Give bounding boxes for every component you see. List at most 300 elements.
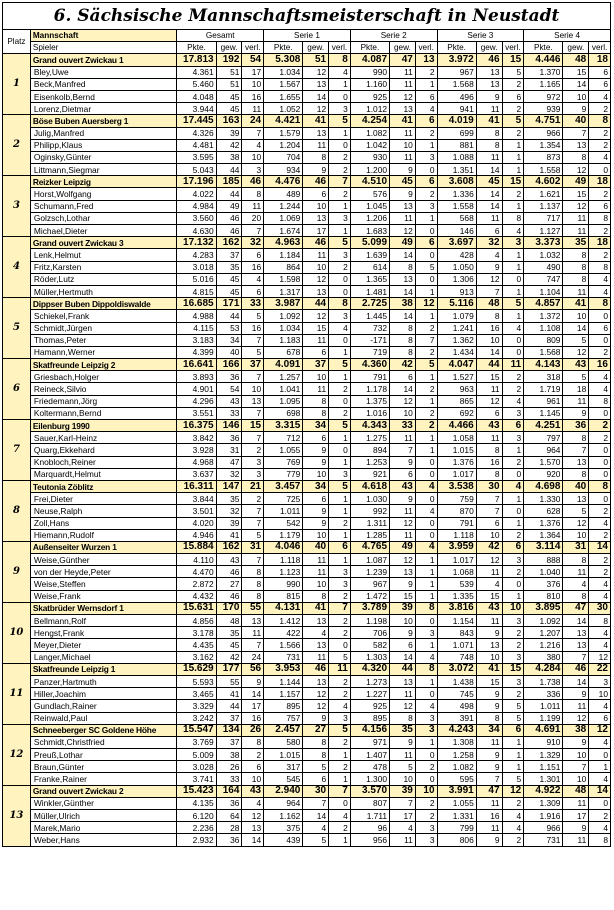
player-points: 3.329 [177, 700, 216, 712]
player-points: 1.015 [437, 444, 476, 456]
player-lost: 2 [502, 103, 524, 115]
player-lost: 1 [415, 590, 437, 602]
player-won: 11 [476, 212, 502, 224]
player-won: 9 [390, 456, 416, 468]
player-row [3, 103, 611, 115]
player-points: 1.055 [437, 797, 476, 809]
player-lost: 3 [329, 712, 351, 724]
player-points: 496 [437, 90, 476, 102]
player-won: 33 [216, 407, 242, 419]
team-won: 30 [476, 480, 502, 492]
player-won: 8 [476, 139, 502, 151]
player-row [3, 736, 611, 748]
team-lost: 10 [502, 602, 524, 614]
player-lost: 4 [329, 66, 351, 78]
player-won: 9 [303, 456, 329, 468]
player-points: 422 [264, 627, 303, 639]
player-points: 779 [264, 468, 303, 480]
player-points: 1.118 [437, 529, 476, 541]
player-won: 55 [216, 675, 242, 687]
player-won: 9 [476, 261, 502, 273]
team-won: 166 [216, 359, 242, 371]
player-lost: 3 [242, 456, 264, 468]
player-won: 16 [476, 810, 502, 822]
header-platz: Platz [3, 30, 31, 54]
team-name: Skatfreunde Leipzig 1 [30, 663, 177, 675]
player-won: 5 [303, 761, 329, 773]
player-lost: 3 [329, 310, 351, 322]
results-table [2, 29, 611, 847]
player-lost: 2 [415, 407, 437, 419]
team-points: 15.629 [177, 663, 216, 675]
team-won: 30 [303, 785, 329, 797]
player-points: 428 [437, 249, 476, 261]
player-lost: 0 [329, 444, 351, 456]
player-points: 706 [350, 627, 389, 639]
team-points: 16.641 [177, 359, 216, 371]
player-points: 920 [524, 468, 563, 480]
player-points: 939 [524, 103, 563, 115]
player-points: 678 [264, 346, 303, 358]
player-name: Thomas,Peter [30, 334, 177, 346]
player-points: 865 [437, 395, 476, 407]
player-won: 12 [563, 346, 589, 358]
player-won: 14 [563, 322, 589, 334]
player-points: 5.016 [177, 273, 216, 285]
player-won: 36 [216, 432, 242, 444]
player-points: 1.151 [524, 761, 563, 773]
team-lost: 7 [329, 785, 351, 797]
player-row [3, 627, 611, 639]
player-points: 1.011 [524, 700, 563, 712]
player-won: 6 [476, 407, 502, 419]
team-name: Grand ouvert Zwickau 1 [30, 54, 177, 66]
player-won: 7 [476, 493, 502, 505]
player-won: 51 [216, 66, 242, 78]
player-lost: 2 [329, 164, 351, 176]
team-points: 3.959 [437, 541, 476, 553]
player-points: 1.154 [437, 615, 476, 627]
player-points: 1.144 [264, 675, 303, 687]
player-lost: 5 [242, 346, 264, 358]
team-points: 4.602 [524, 176, 563, 188]
team-points: 4.476 [264, 176, 303, 188]
player-name: Zoll,Hans [30, 517, 177, 529]
player-won: 4 [476, 249, 502, 261]
player-points: 1.273 [350, 675, 389, 687]
player-points: 1.145 [524, 407, 563, 419]
results-sheet [2, 2, 611, 847]
player-points: 1.157 [264, 688, 303, 700]
player-lost: 2 [589, 346, 611, 358]
player-won: 32 [216, 505, 242, 517]
player-points: 4.968 [177, 456, 216, 468]
player-won: 10 [476, 529, 502, 541]
player-row [3, 200, 611, 212]
player-points: 1.040 [524, 566, 563, 578]
player-lost: 11 [242, 103, 264, 115]
player-row [3, 675, 611, 687]
player-won: 16 [476, 456, 502, 468]
player-row [3, 127, 611, 139]
header-verl: verl. [415, 42, 437, 54]
player-points: 748 [437, 651, 476, 663]
player-points: 1.376 [437, 456, 476, 468]
player-points: 1.011 [264, 505, 303, 517]
player-lost: 0 [502, 468, 524, 480]
team-lost: 12 [415, 298, 437, 310]
team-lost: 5 [502, 115, 524, 127]
player-points: 4.988 [177, 310, 216, 322]
team-lost: 12 [589, 724, 611, 736]
player-row [3, 273, 611, 285]
player-lost: 1 [329, 456, 351, 468]
player-lost: 2 [502, 456, 524, 468]
player-won: 14 [390, 310, 416, 322]
team-name: Reizker Leipzig [30, 176, 177, 188]
player-points: 580 [264, 736, 303, 748]
player-row [3, 346, 611, 358]
player-won: 8 [563, 249, 589, 261]
player-points: 809 [524, 334, 563, 346]
player-won: 31 [216, 444, 242, 456]
player-lost: 3 [329, 103, 351, 115]
player-won: 45 [216, 273, 242, 285]
player-lost: 2 [502, 639, 524, 651]
player-points: 4.115 [177, 322, 216, 334]
player-won: 11 [563, 566, 589, 578]
player-points: 1.118 [264, 554, 303, 566]
header-serie-1: Serie 1 [264, 30, 351, 42]
player-points: 699 [437, 127, 476, 139]
player-points: 1.069 [264, 212, 303, 224]
player-name: Quarg,Ekkehard [30, 444, 177, 456]
player-name: Preuß,Lothar [30, 749, 177, 761]
player-row [3, 615, 611, 627]
player-name: Meyer,Dieter [30, 639, 177, 651]
player-points: 692 [437, 407, 476, 419]
player-lost: 7 [242, 127, 264, 139]
player-won: 11 [390, 78, 416, 90]
player-lost: 1 [329, 554, 351, 566]
player-points: 725 [264, 493, 303, 505]
player-lost: 1 [415, 310, 437, 322]
player-lost: 2 [589, 566, 611, 578]
player-lost: 1 [329, 529, 351, 541]
player-points: 1.184 [264, 249, 303, 261]
team-lost: 8 [589, 115, 611, 127]
player-points: 96 [350, 822, 389, 834]
player-lost: 2 [329, 736, 351, 748]
player-points: 1.244 [264, 200, 303, 212]
team-lost: 15 [242, 420, 264, 432]
team-lost: 10 [415, 785, 437, 797]
team-won: 38 [390, 298, 416, 310]
player-won: 13 [303, 212, 329, 224]
team-lost: 8 [329, 298, 351, 310]
team-name: Skatbrüder Wernsdorf 1 [30, 602, 177, 614]
player-lost: 2 [242, 749, 264, 761]
player-lost: 1 [329, 346, 351, 358]
player-won: 53 [216, 322, 242, 334]
player-points: 1.207 [524, 627, 563, 639]
player-won: 15 [390, 590, 416, 602]
player-points: 1.303 [350, 651, 389, 663]
team-lost: 2 [589, 420, 611, 432]
team-lost: 26 [242, 724, 264, 736]
player-lost: 0 [415, 688, 437, 700]
player-points: 1.258 [437, 749, 476, 761]
player-won: 13 [563, 139, 589, 151]
player-won: 14 [563, 615, 589, 627]
player-lost: 0 [415, 749, 437, 761]
player-lost: 5 [242, 310, 264, 322]
player-won: 11 [476, 432, 502, 444]
player-points: 3.741 [177, 773, 216, 785]
player-lost: 1 [502, 444, 524, 456]
player-lost: 4 [242, 139, 264, 151]
player-lost: 1 [415, 395, 437, 407]
team-lost: 7 [329, 602, 351, 614]
team-won: 162 [216, 541, 242, 553]
team-won: 41 [390, 115, 416, 127]
player-lost: 2 [502, 371, 524, 383]
team-points: 4.047 [437, 359, 476, 371]
team-won: 44 [303, 298, 329, 310]
player-won: 13 [303, 78, 329, 90]
player-lost: 4 [242, 797, 264, 809]
player-won: 17 [563, 810, 589, 822]
player-won: 9 [476, 749, 502, 761]
header-gew: gew. [476, 42, 502, 54]
platz-rank: 8 [3, 480, 31, 541]
player-won: 14 [303, 810, 329, 822]
player-lost: 4 [329, 700, 351, 712]
player-points: 806 [437, 834, 476, 846]
player-lost: 2 [329, 627, 351, 639]
player-points: 1.058 [437, 432, 476, 444]
player-won: 9 [303, 444, 329, 456]
player-lost: 3 [329, 249, 351, 261]
player-points: 1.017 [437, 554, 476, 566]
team-points: 4.254 [350, 115, 389, 127]
player-lost: 1 [502, 310, 524, 322]
player-name: Weise,Günther [30, 554, 177, 566]
player-points: 1.127 [524, 225, 563, 237]
player-lost: 2 [329, 261, 351, 273]
player-row [3, 164, 611, 176]
player-lost: 1 [329, 225, 351, 237]
player-won: 8 [476, 127, 502, 139]
player-won: 11 [390, 127, 416, 139]
player-lost: 8 [242, 578, 264, 590]
player-won: 10 [303, 200, 329, 212]
player-lost: 0 [415, 773, 437, 785]
player-lost: 0 [415, 456, 437, 468]
team-points: 4.698 [524, 480, 563, 492]
player-lost: 10 [242, 383, 264, 395]
player-points: 1.481 [350, 285, 389, 297]
player-points: 545 [264, 773, 303, 785]
player-won: 11 [390, 529, 416, 541]
player-lost: 1 [329, 493, 351, 505]
player-won: 7 [476, 773, 502, 785]
player-lost: 6 [589, 66, 611, 78]
team-won: 44 [476, 359, 502, 371]
player-lost: 4 [589, 822, 611, 834]
player-won: 12 [390, 517, 416, 529]
player-won: 11 [390, 505, 416, 517]
player-points: 1.082 [350, 127, 389, 139]
player-points: 963 [437, 383, 476, 395]
player-lost: 14 [242, 688, 264, 700]
team-points: 4.466 [437, 420, 476, 432]
team-lost: 8 [415, 663, 437, 675]
player-points: 439 [264, 834, 303, 846]
player-won: 10 [390, 407, 416, 419]
player-points: 894 [350, 444, 389, 456]
player-lost: 1 [329, 371, 351, 383]
player-won: 8 [476, 468, 502, 480]
platz-rank: 13 [3, 785, 31, 846]
player-lost: 2 [242, 444, 264, 456]
player-points: 4.856 [177, 615, 216, 627]
player-won: 11 [476, 566, 502, 578]
player-points: 490 [524, 261, 563, 273]
player-won: 9 [390, 627, 416, 639]
player-won: 6 [476, 517, 502, 529]
player-lost: 1 [415, 78, 437, 90]
player-won: 5 [303, 834, 329, 846]
team-points: 4.421 [264, 115, 303, 127]
player-name: Fritz,Karsten [30, 261, 177, 273]
player-points: 4.901 [177, 383, 216, 395]
player-lost: 4 [242, 273, 264, 285]
team-won: 164 [216, 785, 242, 797]
player-lost: 2 [589, 103, 611, 115]
player-won: 15 [563, 66, 589, 78]
player-row [3, 285, 611, 297]
player-row [3, 334, 611, 346]
player-won: 4 [476, 578, 502, 590]
player-won: 37 [216, 249, 242, 261]
player-points: 1.108 [524, 322, 563, 334]
player-won: 7 [563, 127, 589, 139]
player-points: 3.018 [177, 261, 216, 273]
player-lost: 1 [502, 139, 524, 151]
player-lost: 4 [329, 322, 351, 334]
player-points: 990 [350, 66, 389, 78]
player-lost: 10 [589, 688, 611, 700]
player-points: 1.082 [437, 761, 476, 773]
player-points: 2.872 [177, 578, 216, 590]
team-name: Böse Buben Auersberg 1 [30, 115, 177, 127]
player-lost: 3 [502, 407, 524, 419]
player-won: 4 [390, 822, 416, 834]
team-points: 3.953 [264, 663, 303, 675]
player-points: 757 [264, 712, 303, 724]
player-won: 11 [303, 383, 329, 395]
player-lost: 3 [589, 675, 611, 687]
player-name: Hiller,Joachim [30, 688, 177, 700]
team-lost: 7 [329, 176, 351, 188]
team-lost: 33 [242, 298, 264, 310]
team-row [3, 298, 611, 310]
player-won: 36 [216, 834, 242, 846]
player-name: Marek,Mario [30, 822, 177, 834]
player-lost: 2 [415, 322, 437, 334]
platz-rank: 10 [3, 602, 31, 663]
player-lost: 10 [242, 773, 264, 785]
player-won: 64 [216, 810, 242, 822]
player-won: 46 [216, 590, 242, 602]
team-points: 4.446 [524, 54, 563, 66]
player-won: 4 [563, 578, 589, 590]
player-won: 14 [390, 651, 416, 663]
player-points: 4.481 [177, 139, 216, 151]
player-lost: 7 [242, 432, 264, 444]
player-lost: 6 [242, 761, 264, 773]
player-lost: 17 [242, 700, 264, 712]
team-points: 4.320 [350, 663, 389, 675]
player-lost: 3 [502, 432, 524, 444]
player-won: 11 [476, 103, 502, 115]
player-lost: 1 [329, 773, 351, 785]
player-points: 769 [264, 456, 303, 468]
player-lost: 1 [502, 736, 524, 748]
player-won: 18 [563, 383, 589, 395]
team-won: 41 [563, 298, 589, 310]
player-lost: 2 [329, 675, 351, 687]
player-won: 6 [303, 346, 329, 358]
platz-rank: 2 [3, 115, 31, 176]
player-won: 12 [303, 310, 329, 322]
player-lost: 2 [502, 78, 524, 90]
player-points: 1.335 [437, 590, 476, 602]
player-points: 4.470 [177, 566, 216, 578]
player-row [3, 529, 611, 541]
player-points: 972 [524, 90, 563, 102]
team-won: 35 [563, 237, 589, 249]
player-points: 731 [264, 651, 303, 663]
player-points: 1.598 [264, 273, 303, 285]
player-won: 12 [390, 225, 416, 237]
player-points: 4.399 [177, 346, 216, 358]
player-won: 7 [476, 505, 502, 517]
player-won: 43 [216, 554, 242, 566]
player-points: 1.253 [350, 456, 389, 468]
player-points: 732 [350, 322, 389, 334]
player-lost: 9 [242, 675, 264, 687]
player-won: 9 [390, 164, 416, 176]
player-lost: 0 [329, 90, 351, 102]
team-lost: 24 [242, 115, 264, 127]
player-lost: 1 [415, 736, 437, 748]
player-lost: 4 [502, 322, 524, 334]
player-lost: 0 [589, 407, 611, 419]
player-lost: 7 [242, 639, 264, 651]
player-points: 873 [524, 151, 563, 163]
team-won: 43 [563, 359, 589, 371]
player-won: 13 [390, 675, 416, 687]
team-won: 48 [563, 785, 589, 797]
team-points: 3.538 [437, 480, 476, 492]
page-title: 6. Sächsische Mannschaftsmeisterschaft in Neustadt [2, 2, 611, 29]
header-verl: verl. [502, 42, 524, 54]
player-won: 6 [303, 493, 329, 505]
player-points: 4.296 [177, 395, 216, 407]
player-lost: 4 [589, 590, 611, 602]
